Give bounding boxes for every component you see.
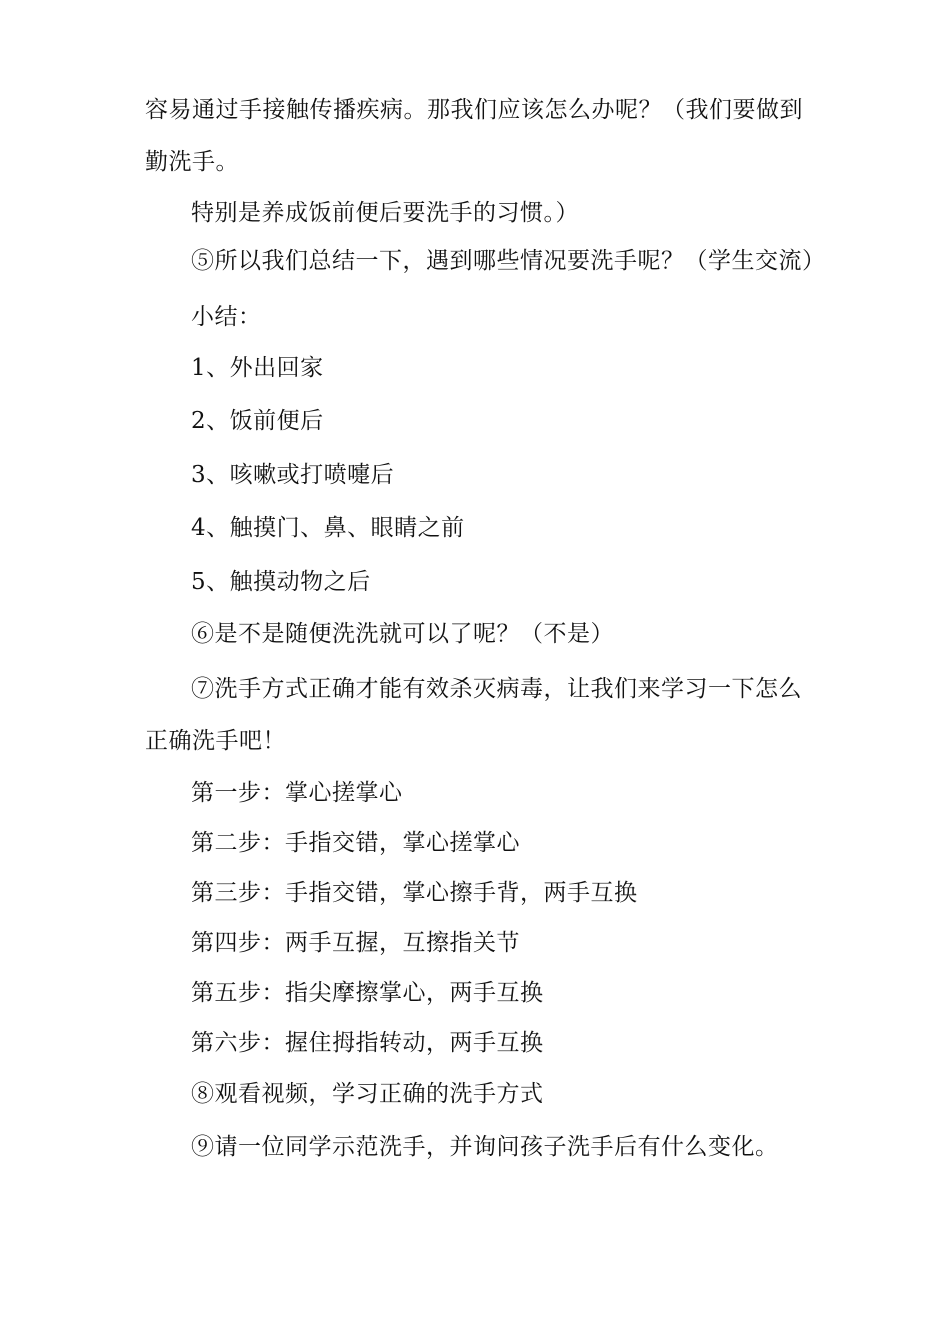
paragraph-line: 勤洗手。 bbox=[145, 149, 239, 175]
list-item: 4、触摸门、鼻、眼睛之前 bbox=[191, 515, 465, 541]
paragraph-line: 特别是养成饭前便后要洗手的习惯。） bbox=[191, 200, 579, 226]
paragraph-line: 容易通过手接触传播疾病。那我们应该怎么办呢？（我们要做到 bbox=[145, 97, 803, 123]
paragraph-line: ⑥是不是随便洗洗就可以了呢？（不是） bbox=[191, 621, 614, 647]
list-item: 2、饭前便后 bbox=[191, 408, 324, 434]
step-item: 第一步：掌心搓掌心 bbox=[191, 780, 403, 806]
list-item: 3、咳嗽或打喷嚏后 bbox=[191, 462, 395, 488]
step-item: 第三步：手指交错，掌心擦手背，两手互换 bbox=[191, 880, 638, 906]
list-item: 5、触摸动物之后 bbox=[191, 569, 371, 595]
list-item: 1、外出回家 bbox=[191, 355, 324, 381]
step-item: 第二步：手指交错，掌心搓掌心 bbox=[191, 830, 520, 856]
step-item: 第五步：指尖摩擦掌心，两手互换 bbox=[191, 980, 544, 1006]
step-item: 第四步：两手互握，互擦指关节 bbox=[191, 930, 520, 956]
paragraph-line: ⑦洗手方式正确才能有效杀灭病毒，让我们来学习一下怎么 bbox=[191, 676, 802, 702]
step-item: 第六步：握住拇指转动，两手互换 bbox=[191, 1030, 544, 1056]
paragraph-line: ⑧观看视频，学习正确的洗手方式 bbox=[191, 1081, 544, 1107]
paragraph-line: 正确洗手吧！ bbox=[145, 728, 286, 754]
paragraph-line: ⑤所以我们总结一下，遇到哪些情况要洗手呢？（学生交流） bbox=[191, 248, 826, 274]
paragraph-line: ⑨请一位同学示范洗手，并询问孩子洗手后有什么变化。 bbox=[191, 1134, 779, 1160]
summary-heading: 小结： bbox=[191, 304, 262, 330]
